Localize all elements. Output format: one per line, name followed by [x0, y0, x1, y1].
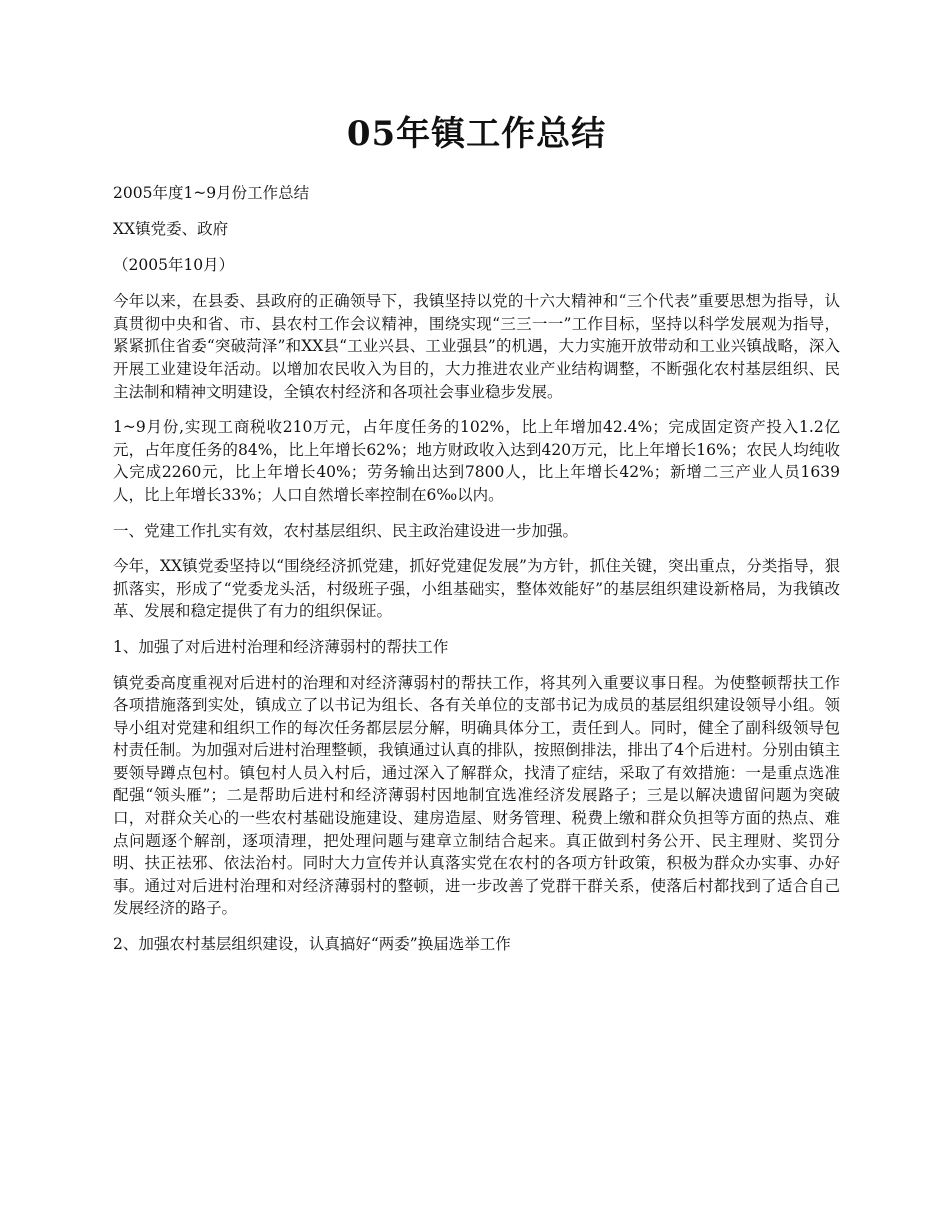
document-author: XX镇党委、政府	[113, 220, 229, 239]
document-subtitle: 2005年度1~9月份工作总结	[113, 184, 310, 203]
document-date: （2005年10月）	[113, 256, 235, 275]
subsection-heading-1: 1、加强了对后进村治理和经济薄弱村的帮扶工作	[113, 637, 449, 656]
subsection-heading-2: 2、加强农村基层组织建设，认真搞好“两委”换届选举工作	[113, 935, 511, 954]
document-page	[113, 112, 840, 969]
party-building-paragraph: 今年，XX镇党委坚持以“围绕经济抓党建，抓好党建促发展”为方针，抓住关键，突出重点，分类指导，狠抓落实，形成了“党委龙头活，村级班子强，小组基础实，整体效能好”的基层组织建设新格局，为我镇改革、发展和稳定提供了有力的组织保证。	[113, 557, 840, 621]
section-heading-1: 一、党建工作扎实有效，农村基层组织、民主政治建设进一步加强。	[113, 521, 579, 540]
document-title: 05年镇工作总结	[346, 114, 607, 154]
intro-paragraph: 今年以来，在县委、县政府的正确领导下，我镇坚持以党的十六大精神和“三个代表”重要思想为指导，认真贯彻中央和省、市、县农村工作会议精神，围绕实现“三三一一”工作目标，坚持以科学发展观为指导，紧紧抓住省委“突破菏泽”和XX县“工业兴县、工业强县”的机遇，大力实施开放带动和工业兴镇战略，深入开展工业建设年活动。以增加农民收入为目的，大力推进农业产业结构调整，不断强化农村基层组织、民主法制和精神文明建设，全镇农村经济和各项社会事业稳步发展。	[113, 292, 840, 401]
backward-village-paragraph: 镇党委高度重视对后进村的治理和对经济薄弱村的帮扶工作，将其列入重要议事日程。为使整顿帮扶工作各项措施落到实处，镇成立了以书记为组长、各有关单位的支部书记为成员的基层组织建设领导小组。领导小组对党建和组织工作的每次任务都层层分解，明确具体分工，责任到人。同时，健全了副科级领导包村责任制。为加强对后进村治理整顿，我镇通过认真的排队，按照倒排法，排出了4个后进村。分别由镇主要领导蹲点包村。镇包村人员入村后，通过深入了解群众，找清了症结，采取了有效措施：一是重点选准配强“领头雁”；二是帮助后进村和经济薄弱村因地制宜选准经济发展路子；三是以解决遗留问题为突破口，对群众关心的一些农村基础设施建设、建房造屋、财务管理、税费上缴和群众负担等方面的热点、难点问题逐个解剖，逐项清理，把处理问题与建章立制结合起来。真正做到村务公开、民主理财、奖罚分明、扶正祛邪、依法治村。同时大力宣传并认真落实党在农村的各项方针政策，积极为群众办实事、办好事。通过对后进村治理和对经济薄弱村的整顿，进一步改善了党群干群关系，使落后村都找到了适合自己发展经济的路子。	[113, 673, 840, 918]
statistics-paragraph: 1~9月份,实现工商税收210万元，占年度任务的102%，比上年增加42.4%；完成固定资产投入1.2亿元，占年度任务的84%，比上年增长62%；地方财政收入达到420万元，比上年增长16%；农民人均纯收入完成2260元，比上年增长40%；劳务输出达到7800人，比上年增长42%；新增二三产业人员1639人，比上年增长33%；人口自然增长率控制在6‰以内。	[113, 418, 840, 504]
